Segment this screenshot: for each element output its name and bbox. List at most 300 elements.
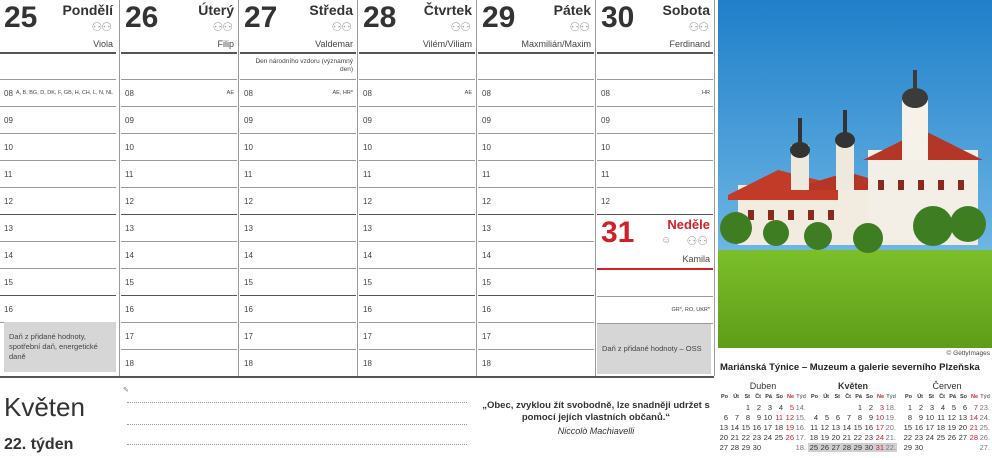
hour-label: 12 [482,197,491,206]
calendar-day [946,443,957,452]
weekday-label: Týd [886,394,896,400]
hour-label: 14 [363,251,372,260]
day-header [0,0,116,54]
time-slot[interactable] [0,188,116,215]
time-slot[interactable] [121,296,237,323]
time-slot[interactable] [240,215,356,242]
calendar-day: 27. [979,443,990,452]
calendar-day[interactable]: 6 [962,403,967,412]
hour-label: 12 [601,197,610,206]
weekday-label: Po [904,394,912,400]
weekday-label: Út [917,394,923,400]
hour-label: 09 [125,116,134,125]
calendar-day[interactable]: 25 [809,443,818,452]
calendar-day[interactable]: 10 [875,413,884,422]
time-slot[interactable] [597,270,713,297]
weekday-label: Ne [876,394,884,400]
hour-label: 10 [482,143,491,152]
calendar-day: 19. [885,413,896,422]
quote-text: „Obec, zvyklou žít svobodně, lze snadněji udržet s pomocí jejích vlastních občanů.“ [482,400,710,423]
calendar-day: 15. [795,413,806,422]
calendar-day[interactable]: 11 [937,413,945,422]
time-slot[interactable] [121,161,237,188]
time-slot[interactable] [359,323,475,350]
time-slot[interactable] [240,80,356,107]
day-number: 26 [125,1,159,34]
calendar-day[interactable]: 4 [778,403,783,412]
hour-label: 11 [363,170,372,179]
calendar-day[interactable]: 21 [730,433,739,442]
time-slot[interactable] [121,80,237,107]
mini-calendar-grid [808,393,898,452]
calendar-day [762,443,773,452]
hour-label: 11 [244,170,253,179]
hour-label: 08 [363,89,372,98]
calendar-day[interactable]: 12 [820,423,829,432]
hour-label: 09 [363,116,372,125]
time-slot[interactable] [359,54,475,80]
day-name: Středa [309,2,353,18]
calendar-day: 26. [979,433,990,442]
day-column [240,0,356,376]
calendar-day[interactable]: 24 [875,433,884,442]
time-slot[interactable] [597,134,713,161]
hour-label: 16 [363,305,372,314]
smiley-icon: ☺ [661,235,672,246]
mini-calendar-title: Červen [932,381,962,391]
hour-label: 18 [125,359,134,368]
calendar-day[interactable]: 14 [730,423,739,432]
day-number: 29 [482,1,516,34]
calendar-day [819,403,830,412]
weekday-label: So [865,394,873,400]
calendar-day[interactable]: 7 [973,403,978,412]
sunday-number: 31 [601,216,635,249]
time-slot[interactable] [359,215,475,242]
calendar-day[interactable]: 9 [756,413,761,422]
country-codes: GR*, RO, UKR* [671,307,710,313]
calendar-day[interactable]: 29 [853,443,862,452]
time-slot[interactable] [240,242,356,269]
calendar-day [830,403,841,412]
day-header [359,0,475,54]
photo-caption: Mariánská Týnice – Muzeum a galerie severního Plzeňska [720,362,980,373]
time-slot[interactable] [240,269,356,296]
calendar-day[interactable]: 24 [763,433,772,442]
calendar-day[interactable]: 8 [857,413,862,422]
calendar-day[interactable]: 2 [918,403,923,412]
calendar-day[interactable]: 6 [835,413,840,422]
day-column [359,0,475,376]
hour-label: 14 [244,251,253,260]
photo-credit: © GettyImages [946,350,990,357]
calendar-day [935,443,946,452]
time-slot[interactable] [121,242,237,269]
day-number: 27 [244,1,278,34]
calendar-day[interactable]: 25 [936,433,945,442]
calendar-day[interactable]: 10 [925,413,934,422]
hour-label: 08 [4,89,13,98]
name-day: Maxmilián/Maxim [521,39,591,49]
calendar-day[interactable]: 8 [907,413,912,422]
day-name: Sobota [662,2,710,18]
weekday-label: Po [720,394,728,400]
mini-calendar [808,381,898,452]
weekday-label: Út [823,394,829,400]
day-header [478,0,594,54]
time-slot[interactable] [121,134,237,161]
calendar-day[interactable]: 3 [929,403,934,412]
column-divider [357,0,358,376]
calendar-day [841,403,852,412]
calendar-day[interactable]: 21 [969,423,978,432]
sunday-header [597,212,713,270]
notes-area[interactable] [121,378,473,454]
time-slot[interactable] [121,107,237,134]
hour-label: 17 [244,332,253,341]
time-slot[interactable] [240,323,356,350]
calendar-day[interactable]: 4 [813,413,818,422]
day-header [240,0,356,54]
calendar-day[interactable]: 29 [903,443,912,452]
calendar-day[interactable]: 12 [947,413,956,422]
time-slot[interactable] [359,350,475,377]
people-icon: ⚇⚇ [686,234,708,248]
calendar-day: 22. [885,443,896,452]
country-codes: AE [226,90,234,96]
calendar-day[interactable]: 16 [914,423,923,432]
time-slot[interactable] [478,323,594,350]
time-slot[interactable] [359,296,475,323]
monastery-photo [718,0,992,348]
column-divider [119,0,120,376]
column-divider [595,0,596,376]
time-slot[interactable] [597,54,713,80]
hour-label: 08 [601,89,610,98]
calendar-day[interactable]: 11 [775,413,783,422]
weekday-label: Čt [755,394,761,400]
time-slot[interactable] [597,80,713,107]
calendar-day[interactable]: 13 [831,423,840,432]
calendar-day[interactable]: 17 [763,423,772,432]
hour-label: 09 [482,116,491,125]
calendar-day[interactable]: 23 [864,433,873,442]
column-divider [476,0,477,376]
month-title: Květen [4,392,85,422]
time-slot[interactable] [240,107,356,134]
time-slot[interactable] [597,107,713,134]
hour-label: 17 [482,332,491,341]
time-slot[interactable] [240,134,356,161]
calendar-day [784,443,795,452]
time-slot[interactable] [597,188,713,215]
time-slot[interactable] [478,269,594,296]
hour-label: 17 [363,332,372,341]
calendar-day[interactable]: 15 [853,423,862,432]
calendar-day[interactable]: 26 [820,443,829,452]
sunday-name: Neděle [667,217,710,232]
time-slot[interactable] [478,161,594,188]
hour-label: 08 [125,89,134,98]
time-slot[interactable] [121,323,237,350]
people-icon: ⚇⚇ [91,20,111,34]
weekday-label: Ne [786,394,794,400]
calendar-day[interactable]: 30 [914,443,923,452]
calendar-day[interactable]: 20 [831,433,840,442]
time-slot[interactable] [121,269,237,296]
calendar-day[interactable]: 14 [969,413,978,422]
name-day: Viola [93,39,113,49]
time-slot[interactable] [359,188,475,215]
hour-label: 11 [601,170,610,179]
weekday-label: St [928,394,934,400]
country-codes: A, B, BG, D, DK, F, GB, H, CH, L, N, NL [15,90,113,96]
calendar-day[interactable]: 31 [875,443,884,452]
calendar-day[interactable]: 22 [741,433,750,442]
day-number: 30 [601,1,635,34]
time-slot[interactable] [478,107,594,134]
calendar-day: 23. [979,403,990,412]
calendar-day[interactable]: 28 [842,443,851,452]
weekday-label: St [744,394,750,400]
calendar-day[interactable]: 7 [846,413,851,422]
calendar-day[interactable]: 23 [752,433,761,442]
hour-label: 16 [4,305,13,314]
calendar-day[interactable]: 1 [745,403,750,412]
time-slot[interactable] [0,296,116,323]
hour-label: 10 [4,143,13,152]
hour-label: 16 [482,305,491,314]
time-slot[interactable] [478,54,594,80]
calendar-day[interactable]: 4 [940,403,945,412]
calendar-day[interactable]: 5 [789,403,794,412]
hour-label: 14 [4,251,13,260]
calendar-day[interactable]: 19 [785,423,794,432]
time-slot[interactable] [359,242,475,269]
time-slot[interactable] [121,54,237,80]
calendar-day[interactable]: 21 [842,433,851,442]
time-slot[interactable] [478,296,594,323]
calendar-day[interactable]: 13 [719,423,728,432]
mini-calendar [902,381,992,452]
column-divider [714,0,715,376]
time-slot[interactable] [0,215,116,242]
hour-label: 16 [125,305,134,314]
hour-label: 15 [482,278,491,287]
weekday-label: St [834,394,840,400]
hour-label: 13 [4,224,13,233]
calendar-day[interactable]: 29 [741,443,750,452]
time-slot[interactable] [240,188,356,215]
pen-icon: ✎ [123,387,129,394]
hour-label: 09 [601,116,610,125]
time-slot[interactable] [240,54,356,80]
calendar-day[interactable]: 24 [925,433,934,442]
weekday-label: Pá [765,394,772,400]
time-slot[interactable] [0,161,116,188]
calendar-day[interactable]: 17 [875,423,884,432]
hour-label: 15 [125,278,134,287]
calendar-day [718,403,729,412]
calendar-day[interactable]: 8 [745,413,750,422]
calendar-day[interactable]: 20 [719,433,728,442]
time-slot[interactable] [359,107,475,134]
weekday-label: So [775,394,783,400]
calendar-day [924,443,935,452]
people-icon: ⚇⚇ [450,20,470,34]
calendar-day [957,443,968,452]
time-slot[interactable] [0,54,116,80]
hour-label: 09 [244,116,253,125]
day-column [478,0,594,376]
hour-label: 13 [363,224,372,233]
weekday-label: Pá [855,394,862,400]
calendar-day[interactable]: 3 [879,403,884,412]
day-name: Úterý [198,2,234,18]
time-slot[interactable] [478,134,594,161]
hour-label: 12 [363,197,372,206]
calendar-day[interactable]: 28 [730,443,739,452]
hour-label: 13 [482,224,491,233]
hour-label: 15 [363,278,372,287]
calendar-day[interactable]: 28 [969,433,978,442]
time-slot[interactable] [121,350,237,377]
calendar-day[interactable]: 26 [785,433,794,442]
calendar-day[interactable]: 30 [752,443,761,452]
time-slot[interactable] [359,80,475,107]
calendar-day[interactable]: 9 [918,413,923,422]
day-column [597,0,713,376]
time-slot[interactable] [359,161,475,188]
calendar-day[interactable]: 17 [925,423,934,432]
weekday-label: Pá [949,394,956,400]
time-slot[interactable] [597,161,713,188]
calendar-day[interactable]: 15 [741,423,750,432]
calendar-day[interactable]: 6 [723,413,728,422]
calendar-day[interactable]: 14 [842,423,851,432]
calendar-day[interactable]: 3 [767,403,772,412]
time-slot[interactable] [240,296,356,323]
calendar-day[interactable]: 19 [820,433,829,442]
calendar-day [968,443,979,452]
hour-label: 13 [125,224,134,233]
calendar-day[interactable]: 15 [903,423,912,432]
time-slot[interactable] [0,134,116,161]
calendar-day: 20. [885,423,896,432]
hour-label: 14 [125,251,134,260]
time-slot[interactable] [0,242,116,269]
calendar-day: 18. [885,403,896,412]
calendar-day[interactable]: 27 [958,433,967,442]
mini-calendar-grid [902,393,992,452]
calendar-day[interactable]: 27 [719,443,728,452]
hour-label: 17 [125,332,134,341]
calendar-day[interactable]: 27 [831,443,840,452]
people-icon: ⚇⚇ [569,20,589,34]
calendar-day: 16. [795,423,806,432]
weekday-label: Út [733,394,739,400]
calendar-day[interactable]: 12 [785,413,794,422]
holiday-note: Den národního vzdoru (významný den) [255,58,353,73]
hour-label: 08 [244,89,253,98]
calendar-day[interactable]: 1 [907,403,912,412]
tax-reminder: Daň z přidané hodnoty, spotřební daň, energetické daně [4,322,116,372]
calendar-day[interactable]: 26 [947,433,956,442]
hour-label: 08 [482,89,491,98]
calendar-day[interactable]: 5 [824,413,829,422]
people-icon: ⚇⚇ [212,20,232,34]
calendar-day[interactable]: 9 [868,413,873,422]
calendar-day [773,443,784,452]
time-slot[interactable] [478,215,594,242]
time-slot[interactable] [478,188,594,215]
calendar-day[interactable]: 25 [774,433,783,442]
hour-label: 11 [4,170,13,179]
calendar-day[interactable]: 19 [947,423,956,432]
mini-calendar-title: Květen [837,381,868,391]
calendar-day[interactable]: 13 [958,413,967,422]
hour-label: 18 [363,359,372,368]
time-slot[interactable] [478,242,594,269]
time-slot[interactable] [0,80,116,107]
time-slot[interactable] [478,350,594,377]
calendar-day[interactable]: 2 [756,403,761,412]
time-slot[interactable] [240,161,356,188]
calendar-day[interactable]: 11 [810,423,818,432]
hour-label: 18 [244,359,253,368]
calendar-day[interactable]: 18 [774,423,783,432]
calendar-day[interactable]: 2 [868,403,873,412]
time-slot[interactable] [359,134,475,161]
day-number: 25 [4,1,38,34]
time-slot[interactable] [597,297,713,324]
hour-label: 15 [4,278,13,287]
time-slot[interactable] [478,80,594,107]
calendar-day: 25. [979,423,990,432]
country-codes: AE, HR* [332,90,353,96]
time-slot[interactable] [0,107,116,134]
hour-label: 14 [482,251,491,260]
calendar-day[interactable]: 23 [914,433,923,442]
hour-label: 10 [363,143,372,152]
calendar-day[interactable]: 18 [936,423,945,432]
calendar-day[interactable]: 1 [857,403,862,412]
calendar-day[interactable]: 16 [752,423,761,432]
hour-label: 11 [482,170,491,179]
calendar-day[interactable]: 7 [734,413,739,422]
mini-calendar [718,381,808,452]
time-slot[interactable] [121,215,237,242]
time-slot[interactable] [121,188,237,215]
calendar-day[interactable]: 22 [853,433,862,442]
day-column [121,0,237,376]
calendar-day[interactable]: 10 [763,413,772,422]
week-number: 22. týden [4,436,74,453]
calendar-day[interactable]: 30 [864,443,873,452]
name-day: Valdemar [315,39,353,49]
calendar-day [729,403,740,412]
time-slot[interactable] [359,269,475,296]
calendar-day[interactable]: 18 [809,433,818,442]
calendar-day[interactable]: 20 [958,423,967,432]
hour-label: 12 [4,197,13,206]
calendar-day[interactable]: 5 [951,403,956,412]
time-slot[interactable] [240,350,356,377]
calendar-day[interactable]: 22 [903,433,912,442]
day-header [597,0,713,54]
time-slot[interactable] [0,269,116,296]
calendar-day[interactable]: 16 [864,423,873,432]
